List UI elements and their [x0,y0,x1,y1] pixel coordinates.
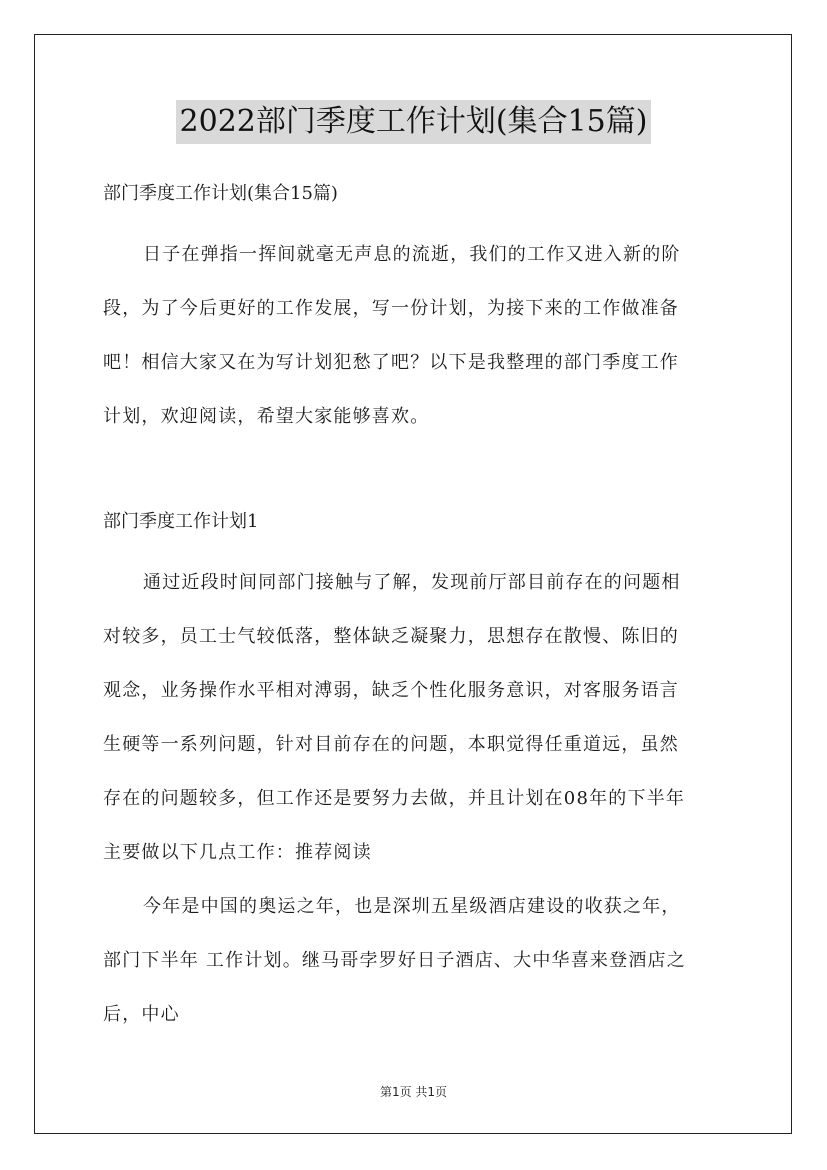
page-footer: 第1页 共1页 [379,1085,448,1099]
paragraph-line: 计划，欢迎阅读，希望大家能够喜欢。 [103,406,430,427]
intro-paragraph [103,228,727,444]
paragraph-line: 观念，业务操作水平相对溥弱，缺乏个性化服务意识，对客服务语言 [103,680,679,701]
paragraph-line: 今年是中国的奥运之年，也是深圳五星级酒店建设的收获之年， [143,896,681,917]
paragraph-line: 对较多，员工士气较低落，整体缺乏凝聚力，思想存在散慢、陈旧的 [103,626,679,647]
title-container [0,100,827,144]
paragraph-line: 日子在弹指一挥间就毫无声息的流逝，我们的工作又进入新的阶 [143,244,681,265]
paragraph-line: 存在的问题较多，但工作还是要努力去做，并且计划在08年的下半年 [103,788,686,809]
document-title: 2022部门季度工作计划(集合15篇) [176,100,652,144]
document-body [103,174,727,1042]
document-subtitle: 部门季度工作计划(集合15篇) [103,183,338,204]
section-heading: 部门季度工作计划1 [103,511,259,532]
paragraph-line: 通过近段时间同部门接触与了解，发现前厅部目前存在的问题相 [143,572,681,593]
paragraph-line: 生硬等一系列问题，针对目前存在的问题，本职觉得任重道远，虽然 [103,734,679,755]
paragraph-line: 吧！相信大家又在为写计划犯愁了吧？以下是我整理的部门季度工作 [103,352,679,373]
paragraph-line: 后，中心 [103,1004,180,1025]
section1-paragraph [103,556,727,880]
paragraph-line: 部门下半年 工作计划。继马哥孛罗好日子酒店、大中华喜来登酒店之 [103,950,686,971]
paragraph-line: 主要做以下几点工作：推荐阅读 [103,842,372,863]
section2-paragraph [103,880,727,1042]
paragraph-line: 段，为了今后更好的工作发展，写一份计划，为接下来的工作做准备 [103,298,679,319]
